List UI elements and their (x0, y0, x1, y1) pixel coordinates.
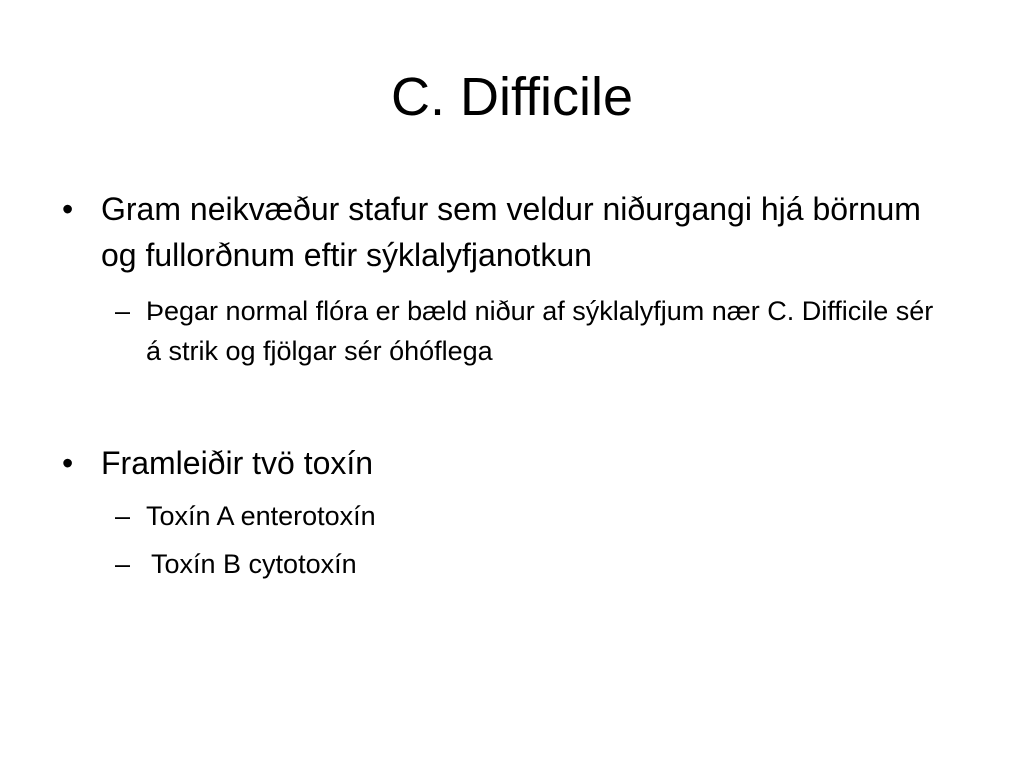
sub-bullet-item (115, 291, 955, 371)
bullet-item (62, 440, 962, 486)
slide-title: C. Difficile (390, 67, 634, 127)
bullet-text: Framleiðir tvö toxín (101, 445, 374, 481)
bullet-item (62, 186, 962, 278)
sub-bullet-marker: – (115, 501, 131, 531)
bullet-marker: • (62, 191, 74, 227)
sub-bullet-item (115, 496, 955, 536)
bullet-text: Gram neikvæður stafur sem veldur niðurgangi hjá börnum og fullorðnum eftir sýklalyfjanotkun (101, 191, 921, 273)
sub-bullet-item (115, 544, 955, 584)
sub-bullet-text: Toxín A enterotoxín (146, 501, 376, 531)
sub-bullet-text: Toxín B cytotoxín (151, 549, 357, 579)
sub-bullet-marker: – (115, 549, 131, 579)
sub-bullet-marker: – (115, 296, 131, 326)
bullet-marker: • (62, 445, 74, 481)
sub-bullet-text: Þegar normal flóra er bæld niður af sýklalyfjum nær C. Difficile sér á strik og fjölgar sér óhóflega (146, 296, 934, 366)
